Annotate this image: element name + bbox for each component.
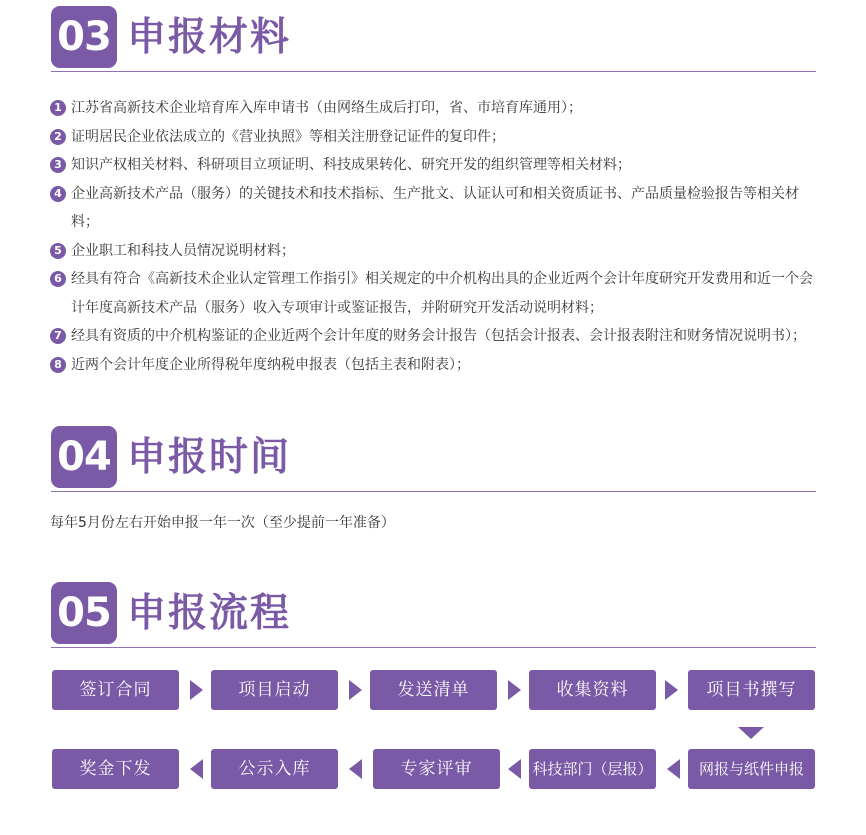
- process-step: 收集资料: [529, 670, 656, 710]
- process-step: 公示入库: [211, 749, 338, 789]
- process-step: 奖金下发: [52, 749, 179, 789]
- section-number-badge: 04: [51, 426, 117, 488]
- list-item-text: 近两个会计年度企业所得税年度纳税申报表（包括主表和附表）；: [71, 356, 470, 373]
- process-step: 项目书撰写: [688, 670, 815, 710]
- number-circle-icon: 2: [50, 129, 66, 145]
- list-item-text: 经具有资质的中介机构鉴证的企业近两个会计年度的财务会计报告（包括会计报表、会计报表附注和财务情况说明书）；: [71, 328, 806, 344]
- section-title: 申报材料: [127, 15, 292, 60]
- process-step: 专家评审: [373, 749, 500, 789]
- process-step: 项目启动: [211, 670, 338, 710]
- list-item: [50, 94, 820, 123]
- section-divider: [51, 647, 816, 648]
- list-item: [50, 265, 820, 322]
- list-item: [50, 351, 820, 380]
- number-circle-icon: 3: [50, 157, 66, 173]
- section-title: 申报流程: [127, 591, 292, 636]
- section-number-badge: 03: [51, 6, 117, 68]
- arrow-left-icon: [349, 759, 362, 779]
- process-step: 发送清单: [370, 670, 497, 710]
- number-circle-icon: 4: [50, 186, 66, 202]
- number-circle-icon: 1: [50, 100, 66, 116]
- section-title: 申报时间: [127, 435, 292, 480]
- arrow-right-icon: [190, 680, 203, 700]
- list-item-text: 证明居民企业依法成立的《营业执照》等相关注册登记证件的复印件；: [71, 128, 505, 145]
- list-item: [50, 151, 820, 180]
- section-header-time: [51, 426, 816, 492]
- section-header-materials: [51, 6, 816, 72]
- arrow-right-icon: [508, 680, 521, 700]
- application-time-text: 每年5月份左右开始申报一年一次（至少提前一年准备）: [50, 515, 395, 531]
- process-step: 科技部门（层报）: [529, 749, 656, 789]
- number-circle-icon: 8: [50, 357, 66, 373]
- arrow-left-icon: [508, 759, 521, 779]
- materials-list: [50, 94, 820, 379]
- list-item-text: 企业职工和科技人员情况说明材料；: [71, 242, 295, 259]
- list-item-text: 江苏省高新技术企业培育库入库申请书（由网络生成后打印，省、市培育库通用）；: [71, 100, 582, 116]
- list-item: [50, 237, 820, 266]
- list-item-text: 知识产权相关材料、科研项目立项证明、科技成果转化、研究开发的组织管理等相关材料；: [71, 157, 631, 173]
- number-circle-icon: 6: [50, 271, 66, 287]
- arrow-right-icon: [349, 680, 362, 700]
- number-circle-icon: 7: [50, 328, 66, 344]
- arrow-right-icon: [665, 680, 678, 700]
- section-header-process: [51, 582, 816, 648]
- process-step: 签订合同: [52, 670, 179, 710]
- list-item-text: 企业高新技术产品（服务）的关键技术和技术指标、生产批文、认证认可和相关资质证书、产品质量检验报告等相关材料；: [71, 185, 799, 230]
- section-divider: [51, 491, 816, 492]
- arrow-down-icon: [738, 727, 764, 739]
- list-item: [50, 322, 820, 351]
- list-item-text: 经具有符合《高新技术企业认定管理工作指引》相关规定的中介机构出具的企业近两个会计年度研究开发费用和近一个会计年度高新技术产品（服务）收入专项审计或鉴证报告，并附研究开发活动说明材料；: [71, 271, 813, 316]
- list-item: [50, 180, 820, 237]
- arrow-left-icon: [667, 759, 680, 779]
- arrow-left-icon: [190, 759, 203, 779]
- section-number-badge: 05: [51, 582, 117, 644]
- number-circle-icon: 5: [50, 243, 66, 259]
- section-divider: [51, 71, 816, 72]
- process-step: 网报与纸件申报: [688, 749, 815, 789]
- list-item: [50, 123, 820, 152]
